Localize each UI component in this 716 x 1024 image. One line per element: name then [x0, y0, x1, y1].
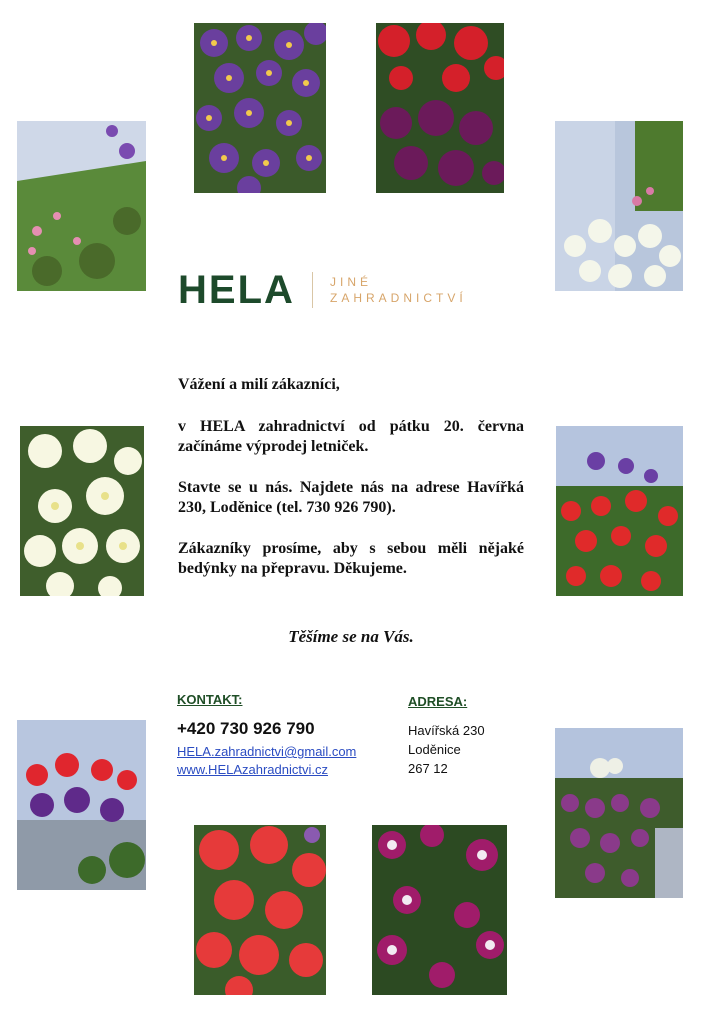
letter-paragraph-address: Stavte se u nás. Najdete nás na adrese Havířká 230, Loděnice (tel. 730 926 790). [178, 479, 524, 516]
flower-photo-purple-white-petunias [372, 825, 507, 995]
letter-body [178, 375, 524, 600]
logo-tagline-line1: JINÉ [330, 275, 373, 289]
flower-photo-white-petunias-hanging [555, 121, 683, 291]
address-label: ADRESA: [408, 694, 468, 709]
contact-phone: +420 730 926 790 [177, 719, 315, 738]
flower-photo-red-purple-bench [17, 720, 146, 890]
letter-paragraph-request: Zákazníky prosíme, aby s sebou měli nějaké bedýnky na přepravu. Děkujeme. [178, 540, 524, 577]
contact-email-link[interactable]: HELA.zahradnictvi@gmail.com [177, 744, 357, 759]
logo-brand: HELA [178, 268, 295, 312]
contact-website-link[interactable]: www.HELAzahradnictvi.cz [177, 762, 328, 777]
letter-closing: Těšíme se na Vás. [288, 627, 414, 646]
flower-photo-red-petunias-greenhouse [556, 426, 683, 596]
flower-photo-red-purple-petunias [376, 23, 504, 193]
flower-photo-red-petunias-closeup [194, 825, 326, 995]
letter-paragraph-sale: v HELA zahradnictví od pátku 20. června začínáme výprodej letniček. [178, 418, 524, 455]
flower-photo-purple-calibrachoa [194, 23, 326, 193]
address-city: Loděnice [408, 742, 461, 757]
letter-greeting: Vážení a milí zákazníci, [178, 376, 340, 393]
address-section [408, 694, 485, 778]
logo-tagline-line2: ZAHRADNICTVÍ [330, 291, 467, 305]
contact-label: KONTAKT: [177, 692, 243, 707]
flower-photo-greenhouse [17, 121, 146, 291]
hela-logo [178, 268, 523, 312]
logo-divider [312, 272, 313, 308]
address-zip: 267 12 [408, 761, 448, 776]
flower-photo-white-petunias [20, 426, 144, 596]
address-street: Havířská 230 [408, 723, 485, 738]
contact-section [177, 692, 356, 779]
flower-photo-purple-calibrachoa-greenhouse [555, 728, 683, 898]
